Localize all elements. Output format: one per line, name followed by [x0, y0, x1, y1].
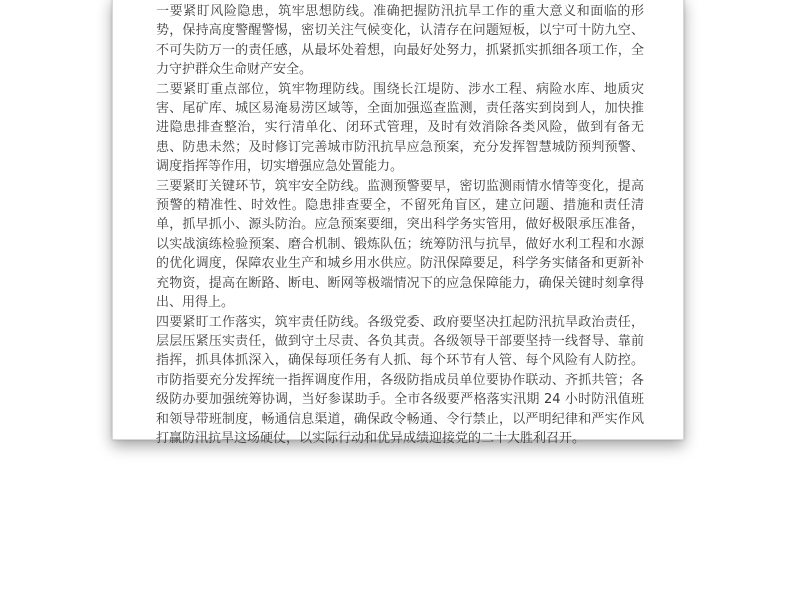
- paragraph-risk-hazards: 一要紧盯风险隐患，筑牢思想防线。准确把握防汛抗旱工作的重大意义和面临的形势，保持高度警醒警惕，密切关注气候变化，认清存在问题短板，以宁可十防九空、不可失防万一的责任感，从最坏处着想，向最好处努力，抓紧抓实抓细各项工作，全力守护群众生命财产安全。: [156, 4, 644, 78]
- document-body: [156, 2, 644, 448]
- document-page: [112, 0, 684, 446]
- paragraph-work-implementation: 四要紧盯工作落实，筑牢责任防线。各级党委、政府要坚决扛起防汛抗旱政治责任，层层压紧压实责任，做到守土尽责、各负其责。各级领导干部要坚持一线督导、靠前指挥，抓具体抓深入，确保每项任务有人抓、每个环节有人管、每个风险有人防控。市防指要充分发挥统一指挥调度作用，各级防指成员单位要协作联动、齐抓共管；各级防办要加强统筹协调，当好参谋助手。全市各级要严格落实汛期 24 小时防汛值班和领导带班制度，畅通信息渠道，确保政令畅通、令行禁止，以严明纪律和严实作风打赢防汛抗旱这场硬仗，以实际行动和优异成绩迎接党的二十大胜利召开。: [156, 314, 644, 446]
- paragraph-key-locations: 二要紧盯重点部位，筑牢物理防线。围绕长江堤防、涉水工程、病险水库、地质灾害、尾矿库、城区易淹易涝区域等，全面加强巡查监测，责任落实到岗到人，加快推进隐患排查整治，实行清单化、闭环式管理，及时有效消除各类风险，做到有备无患、防患未然；及时修订完善城市防汛抗旱应急预案，充分发挥智慧城防预判预警、调度指挥等作用，切实增强应急处置能力。: [156, 81, 644, 175]
- paragraph-key-links: 三要紧盯关键环节，筑牢安全防线。监测预警要早，密切监测雨情水情等变化，提高预警的精准性、时效性。隐患排查要全，不留死角盲区，建立问题、措施和责任清单，抓早抓小、源头防治。应急预案要细，突出科学务实管用，做好极限承压准备，以实战演练检验预案、磨合机制、锻炼队伍；统筹防汛与抗旱，做好水利工程和水源的优化调度，保障农业生产和城乡用水供应。防汛保障要足，科学务实储备和更新补充物资，提高在断路、断电、断网等极端情况下的应急保障能力，确保关键时刻拿得出、用得上。: [156, 178, 644, 311]
